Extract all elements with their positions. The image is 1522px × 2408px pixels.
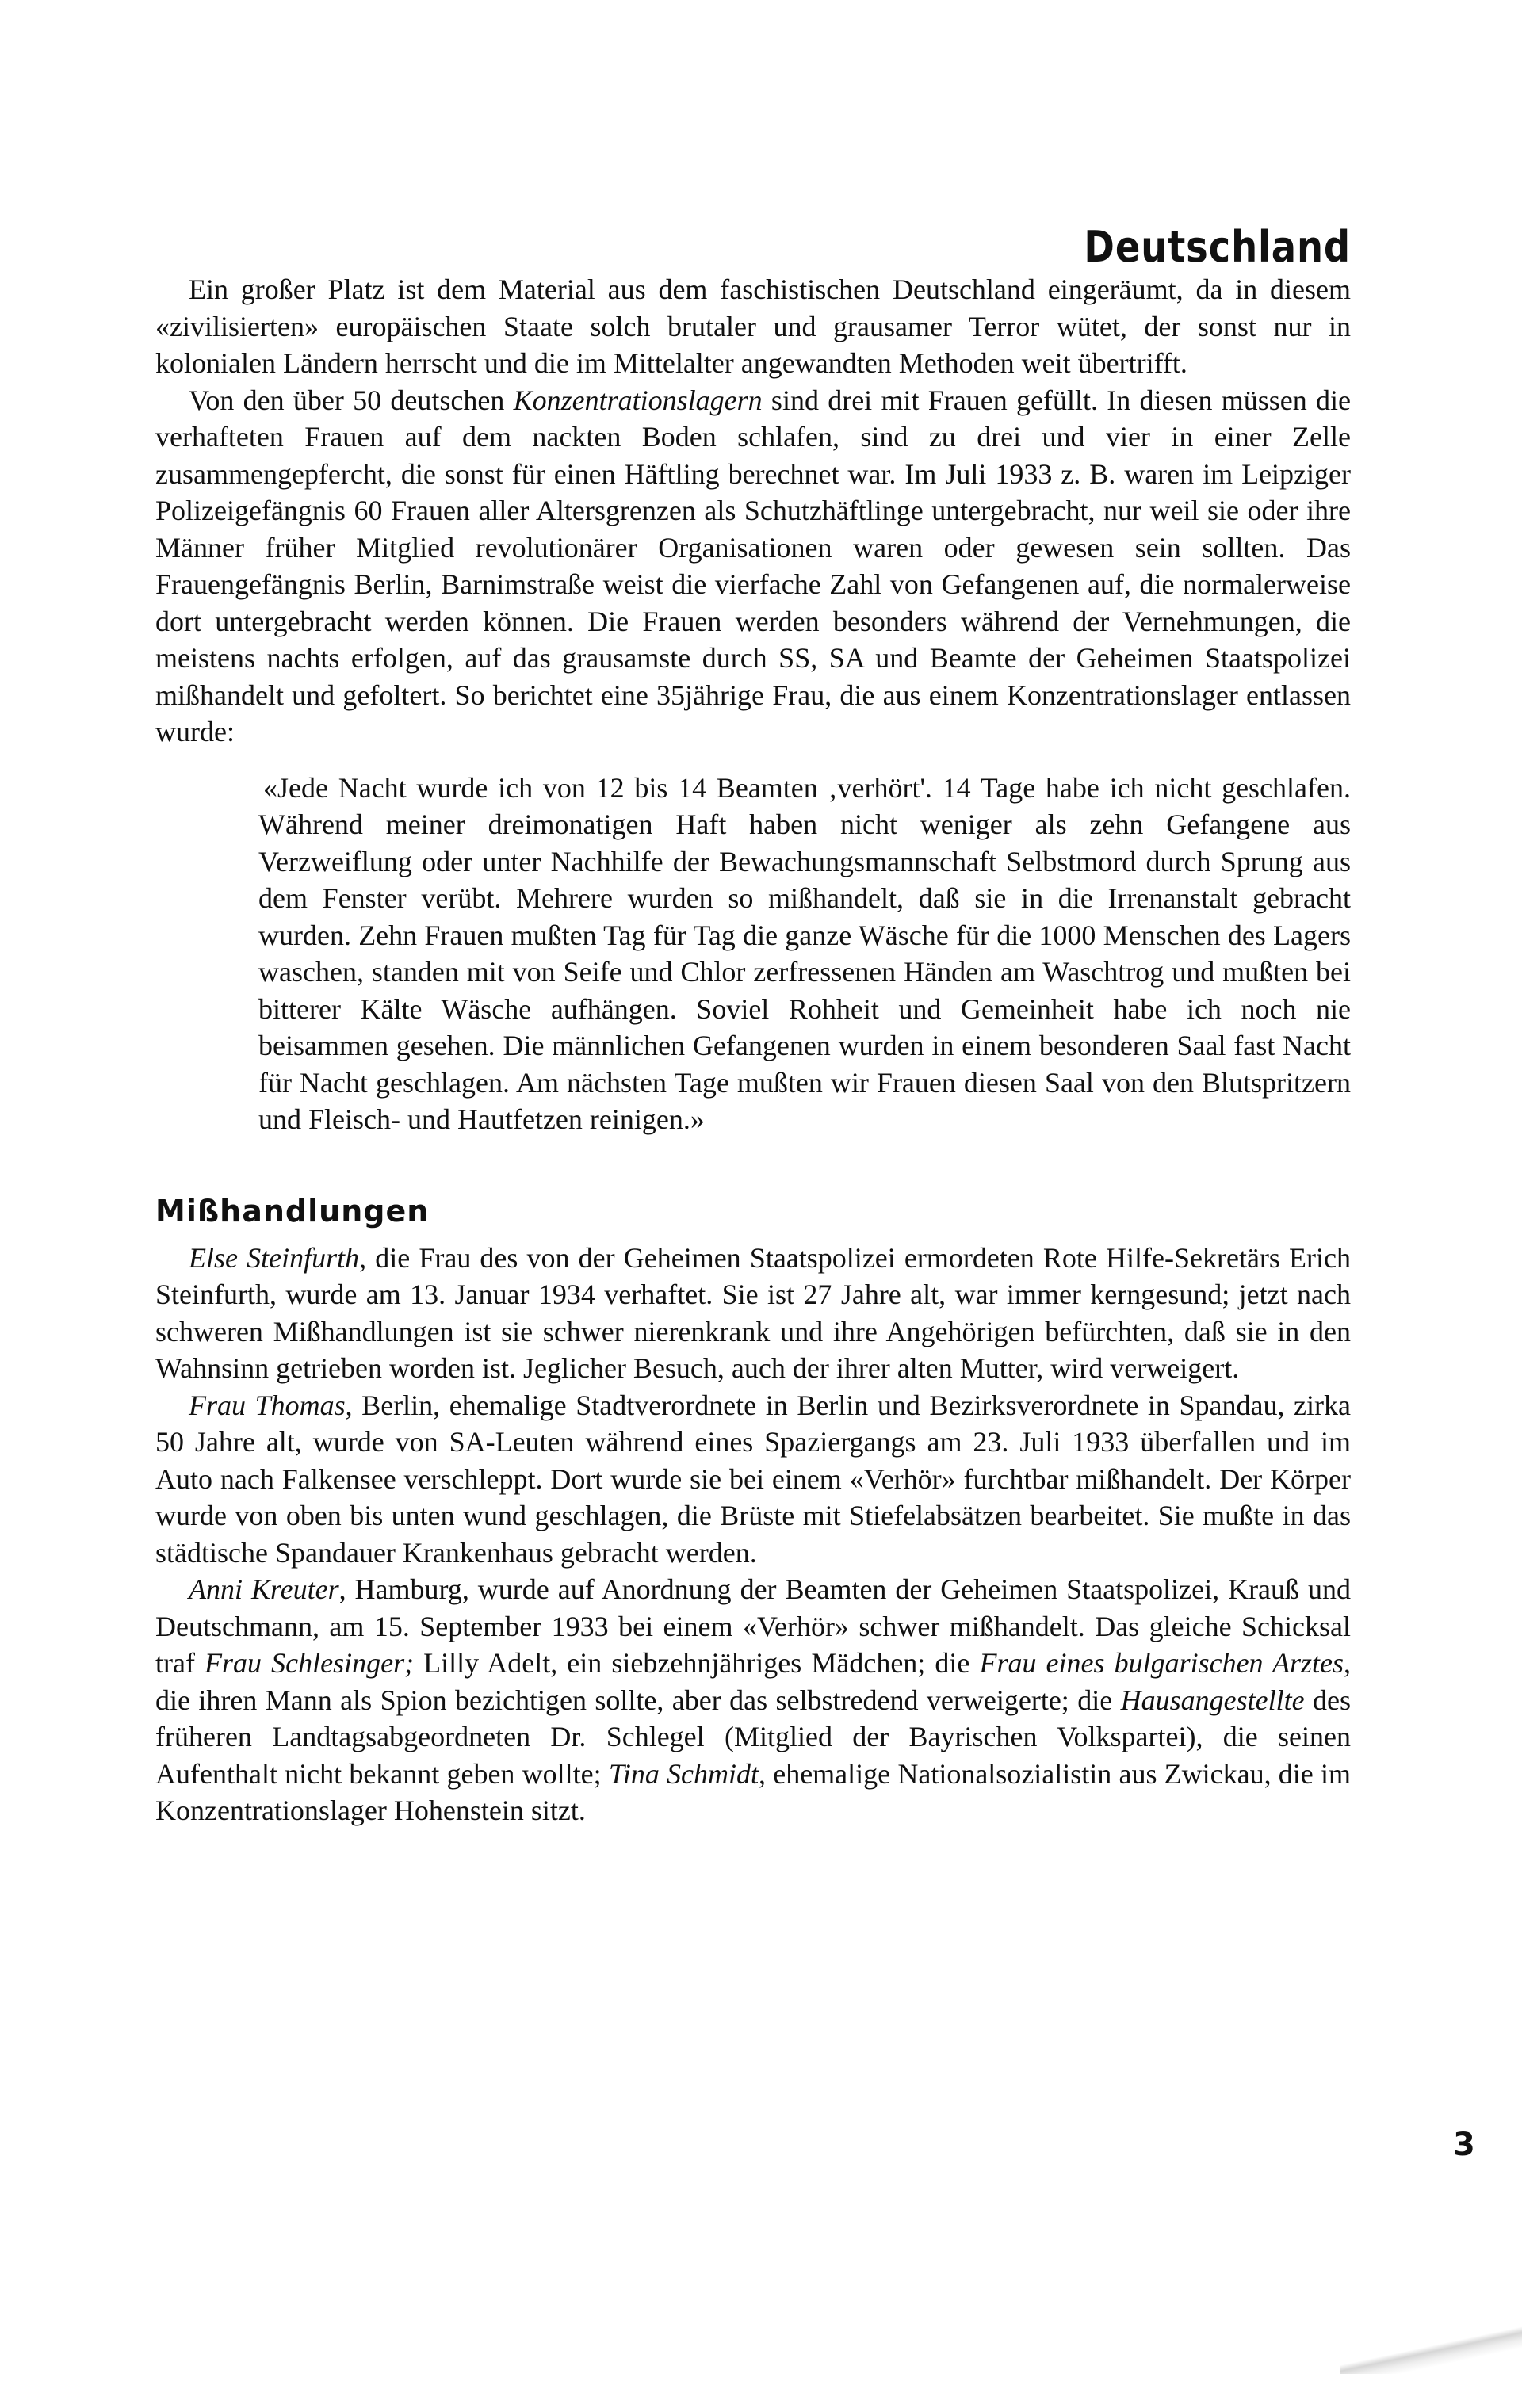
page-number: 3 [1453, 2127, 1475, 2163]
quote-text: «Jede Nacht wurde ich von 12 bis 14 Beamten ‚verhört'. 14 Tage habe ich nicht geschlafen. Während meiner dreimonatigen Haft haben nicht weniger als zehn Gefangene aus Verzweiflung oder unter Nachhilfe der Bewachungsmannschaft Selbstmord durch Sprung aus dem Fenster verübt. Mehrere wurden so mißhandelt, daß sie in die Irrenanstalt gebracht wurden. Zehn Frauen mußten Tag für Tag die ganze Wäsche für die 1000 Menschen des Lagers waschen, standen mit von Seife und Chlor zerfressenen Händen am Waschtrog und mußten bei bitterer Kälte Wäsche aufhängen. Soviel Rohheit und Gemeinheit habe ich noch nie beisammen gesehen. Die männlichen Gefangenen wurden in einem besonderen Saal fast Nacht für Nacht geschlagen. Am nächsten Tage mußten wir Frauen diesen Saal von den Blutspritzern und Fleisch- und Hautfetzen reinigen.» [258, 771, 1351, 1135]
intro-paragraph-1: Ein großer Platz ist dem Material aus dem faschistischen Deutschland eingeräumt, da in diesem «zivilisierten» europäischen Staate solch brutaler und grausamer Terror wütet, der sonst nur in kolonialen Ländern herrscht und die im Mittelalter angewandten Methoden weit übertrifft. [155, 273, 1351, 379]
section-subheading: Mißhandlungen [155, 1193, 430, 1229]
person-name: Hausangestellte [1120, 1684, 1305, 1716]
case-paragraph-thomas [155, 1387, 1351, 1572]
testimony-quote [258, 770, 1351, 1138]
text-run: , Hamburg, wurde auf Anordnung der Beamten der Geheimen Staatspolizei, Krauß und Deutschmann, am 15. September 1933 bei einem «Verhör» schwer mißhandelt. Das gleiche Schicksal traf [155, 1573, 1351, 1679]
text-run: , die ihren Mann als Spion bezichtigen sollte, aber das selbstredend verweigerte; die [155, 1647, 1351, 1716]
page-body [155, 224, 1351, 1829]
person-name: Else Steinfurth [189, 1241, 360, 1274]
person-name: Frau Schlesinger; [205, 1647, 415, 1679]
case-paragraph-kreuter [155, 1571, 1351, 1829]
person-name: Tina Schmidt [608, 1757, 759, 1790]
scan-artifact [1340, 2326, 1522, 2374]
text-run: , Berlin, ehemalige Stadtverordnete in Berlin und Bezirksverordnete in Spandau, zirka 50 Jahre alt, wurde von SA-Leuten während eines Spaziergangs am 23. Juli 1933 überfallen und im Auto nach Falkensee verschleppt. Dort wurde sie bei einem «Verhör» furchtbar mißhandelt. Der Körper wurde von oben bis unten wund geschlagen, die Brüste mit Stiefelabsätzen bearbeitet. Sie mußte in das städtische Spandauer Krankenhaus gebracht werden. [155, 1389, 1351, 1569]
text-run: des früheren Landtagsabgeordneten Dr. Schlegel (Mitglied der Bayrischen Volkspartei), die seinen Aufenthalt nicht bekannt geben wollte; [155, 1684, 1351, 1790]
person-name: Frau eines bulgarischen Arztes [979, 1647, 1344, 1679]
person-name: Frau Thomas [189, 1389, 346, 1421]
text-run: sind drei mit Frauen gefüllt. In diesen müssen die verhafteten Frauen auf dem nackten Boden schlafen, sind zu drei und vier in einer Zelle zusammengepfercht, die sonst für einen Häftling berechnet war. Im Juli 1933 z. B. waren im Leipziger Polizeigefängnis 60 Frauen aller Altersgrenzen als Schutzhäftlinge untergebracht, nur weil sie oder ihre Männer früher Mitglied revolutionärer Organisationen waren oder gewesen sein sollten. Das Frauengefängnis Berlin, Barnimstraße weist die vierfache Zahl von Gefangenen auf, die normalerweise dort untergebracht werden können. Die Frauen werden besonders während der Vernehmungen, die meistens nachts erfolgen, auf das grausamste durch SS, SA und Beamte der Geheimen Staatspolizei mißhandelt und gefoltert. So berichtet eine 35jährige Frau, die aus einem Konzentrationslager entlassen wurde: [155, 384, 1352, 747]
text-run: , ehemalige Nationalsozialistin aus Zwickau, die im Konzentrationslager Hohenstein sitzt. [155, 1757, 1351, 1826]
person-name: Anni Kreuter [189, 1573, 339, 1605]
text-run: , die Frau des von der Geheimen Staatspolizei ermordeten Rote Hilfe-Sekretärs Erich Steinfurth, wurde am 13. Januar 1934 verhaftet. Sie ist 27 Jahre alt, war immer kerngesund; jetzt nach schweren Mißhandlungen ist sie schwer nierenkrank und ihre Angehörigen befürchten, daß sie in den Wahnsinn getrieben worden ist. Jeglicher Besuch, auch der ihrer alten Mutter, wird verweigert. [155, 1241, 1351, 1384]
case-paragraph-steinfurth [155, 1240, 1351, 1387]
intro-paragraph-2 [155, 382, 1351, 751]
section-misshandlungen [155, 1194, 1351, 1829]
emphasis-term: Konzentrationslagern [513, 384, 763, 416]
text-run: Von den über 50 deutschen [189, 384, 514, 416]
text-run: Lilly Adelt, ein siebzehnjähriges Mädchen; die [414, 1647, 980, 1679]
page-heading: Deutschland [1084, 222, 1351, 272]
